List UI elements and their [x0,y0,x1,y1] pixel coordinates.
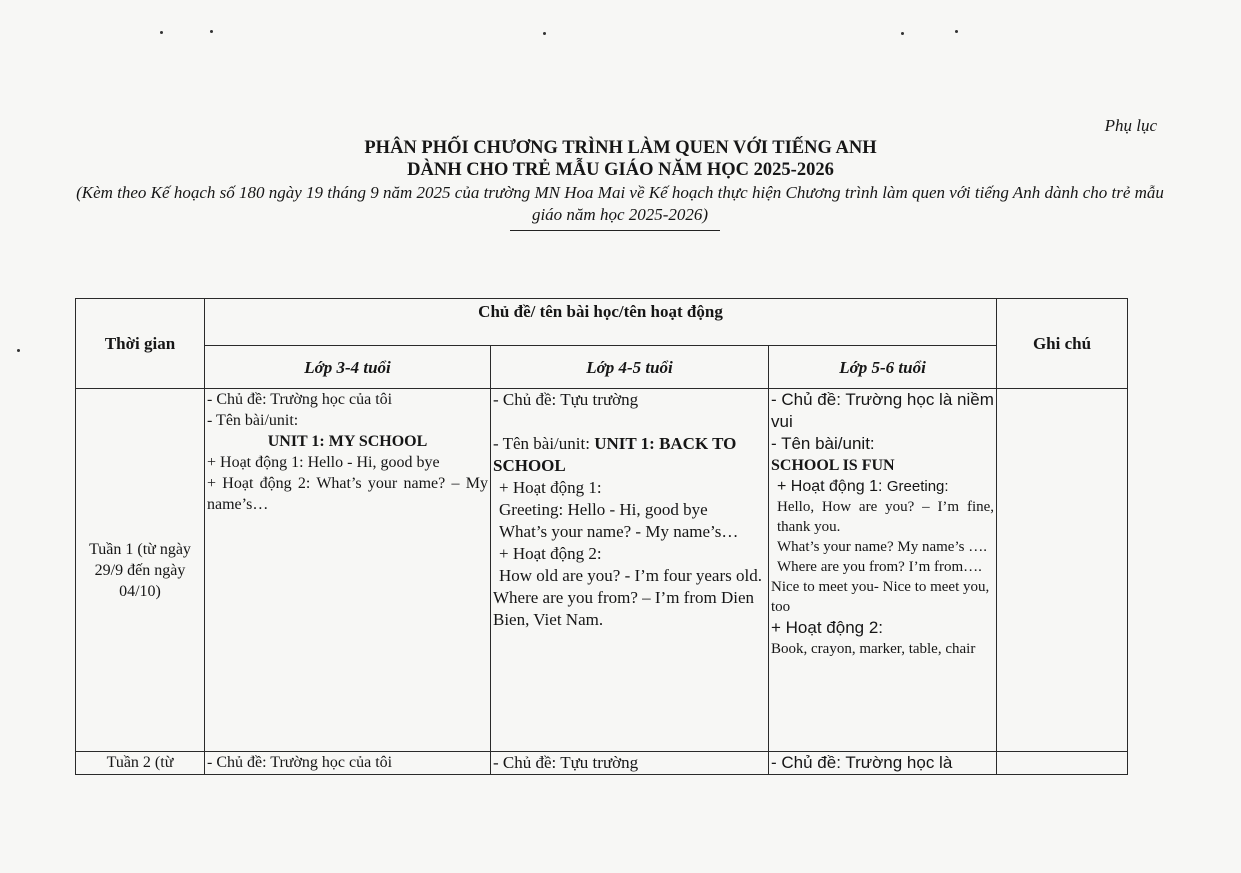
week1-c56-activity1-prefix: + Hoạt động 1: [777,478,887,495]
week2-time: Tuần 2 (từ [76,752,205,775]
week1-class-4-5 [491,389,769,752]
week1-c45-unit [493,433,766,477]
week1-c34-activity2: + Hoạt động 2: What’s your name? – My name’s… [207,475,488,513]
week2-class-5-6: - Chủ đề: Trường học là [769,752,997,775]
week1-c45-activity2: + Hoạt động 2: [499,544,602,563]
scan-speck [17,349,20,352]
week1-c45-activity2-line1: How old are you? - I’m four years old. [499,566,762,585]
week2-note [997,752,1128,775]
week1-c45-unit-label: - Tên bài/unit: [493,434,595,453]
week1-c56-activity1-line3: Where are you from? I’m from…. [777,559,982,575]
week1-c45-activity1: + Hoạt động 1: [499,478,602,497]
header-class-3-4: Lớp 3-4 tuổi [205,346,491,389]
scan-speck [543,32,546,35]
week1-c56-activity1 [771,476,994,497]
week1-c45-activity1-line2: What’s your name? - My name’s… [499,522,739,541]
week1-c45-activity1-line1: Greeting: Hello - Hi, good bye [499,500,708,519]
week1-c34-unit-name: UNIT 1: MY SCHOOL [267,433,428,450]
week1-note [997,389,1128,752]
week1-c34-unit-label: - Tên bài/unit: [207,412,299,429]
program-table [75,298,1128,775]
scan-speck [955,30,958,33]
document-title-line1: PHÂN PHỐI CHƯƠNG TRÌNH LÀM QUEN VỚI TIẾNG ANH [364,138,877,158]
table-subheader-row [76,346,1128,389]
header-note: Ghi chú [997,299,1128,389]
week1-c56-activity1-line1: Hello, How are you? – I’m fine, thank you. [777,499,995,535]
table-row-week1 [76,389,1128,752]
week1-c45-activity2-line2: Where are you from? – I’m from Dien Bien, Viet Nam. [493,588,755,629]
week1-c45-topic: - Chủ đề: Tựu trường [493,390,639,409]
scan-speck [160,31,163,34]
document-subtitle: (Kèm theo Kế hoạch số 180 ngày 19 tháng 9 năm 2025 của trường MN Hoa Mai về Kế hoạch thực hiện Chương trình làm quen với tiếng Anh dành cho trẻ mẫu giáo năm học 2025-2026) [76,183,1164,224]
week1-class-5-6 [769,389,997,752]
scan-speck [210,30,213,33]
week1-c56-unit-name: SCHOOL IS FUN [771,457,895,474]
header-class-5-6: Lớp 5-6 tuổi [769,346,997,389]
week1-c56-activity1-line4: Nice to meet you- Nice to meet you, too [771,579,990,615]
week1-c56-activity1-line2: What’s your name? My name’s …. [777,539,987,555]
header-time: Thời gian [76,299,205,389]
title-underline [510,230,720,231]
week1-c56-activity1-greeting: Greeting: [886,478,949,495]
week1-time: Tuần 1 (từ ngày 29/9 đến ngày 04/10) [76,389,205,752]
week1-c34-topic: - Chủ đề: Trường học của tôi [207,391,393,408]
week1-c56-topic: - Chủ đề: Trường học là niềm vui [771,390,994,431]
appendix-label: Phụ lục [1104,116,1157,135]
week2-class-3-4: - Chủ đề: Trường học của tôi [205,752,491,775]
week1-c45-unit-name: UNIT 1: BACK TO SCHOOL [493,434,737,475]
week1-c56-unit-label: - Tên bài/unit: [771,434,875,453]
header-topic: Chủ đề/ tên bài học/tên hoạt động [205,299,997,346]
table-row-week2 [76,752,1128,775]
document-title-line2: DÀNH CHO TRẺ MẪU GIÁO NĂM HỌC 2025-2026 [407,160,834,180]
week1-c34-activity1: + Hoạt động 1: Hello - Hi, good bye [207,454,440,471]
week1-class-3-4 [205,389,491,752]
header-class-4-5: Lớp 4-5 tuổi [491,346,769,389]
week1-c56-activity2: + Hoạt động 2: [771,618,884,637]
week2-class-4-5: - Chủ đề: Tựu trường [491,752,769,775]
week1-c56-activity2-line1: Book, crayon, marker, table, chair [771,641,976,657]
scan-speck [901,32,904,35]
table-header-row [76,299,1128,346]
